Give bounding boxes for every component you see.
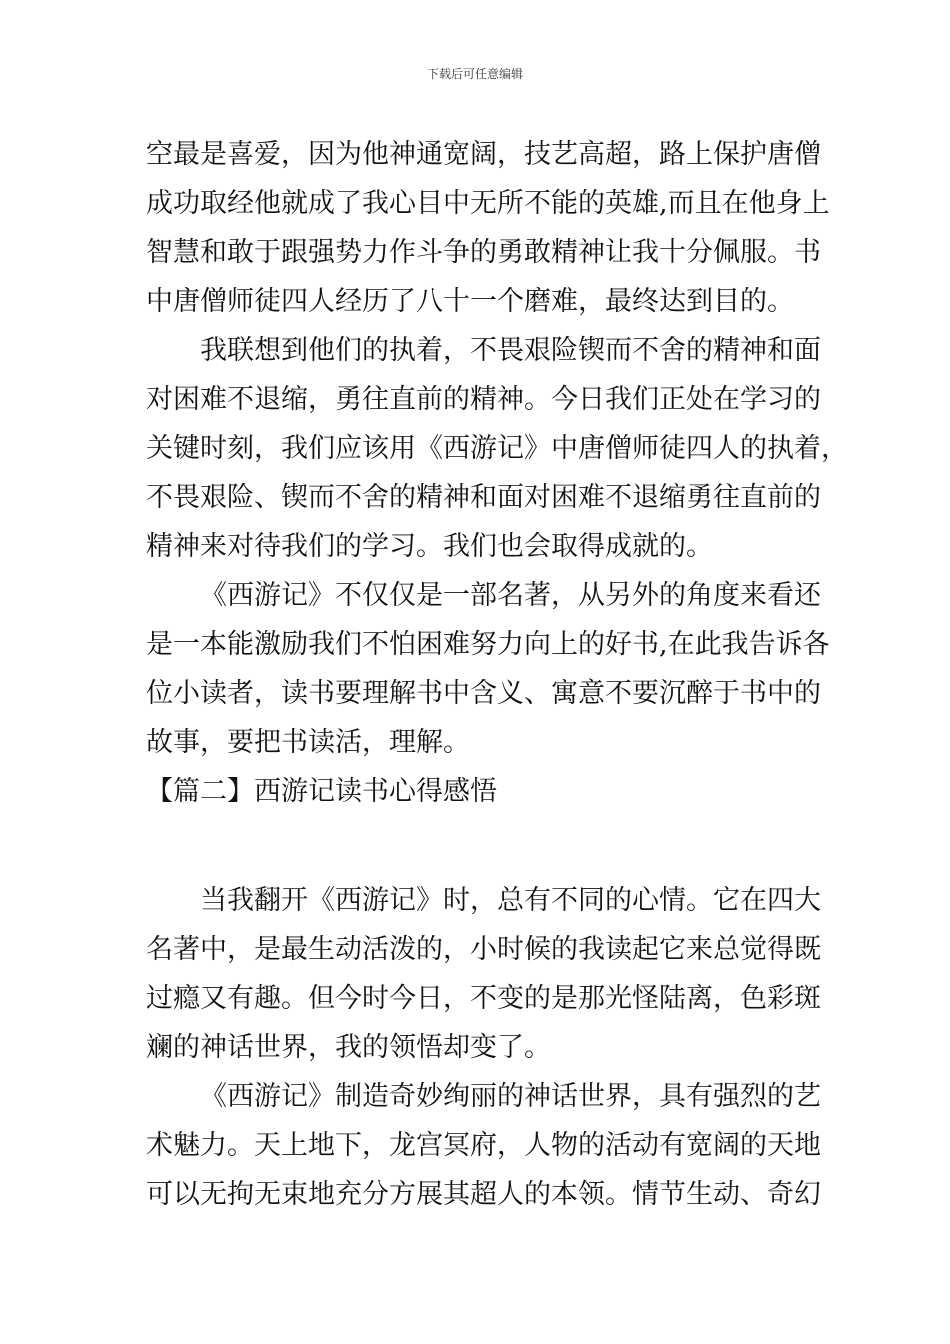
text-line: 《西游记》不仅仅是一部名著，从另外的角度来看还 [200,580,821,611]
document-body [146,130,848,1219]
text-line: 对困难不退缩，勇往直前的精神。今日我们正处在学习的 [146,384,821,415]
text-line: 关键时刻，我们应该用《西游记》中唐僧师徒四人的执着， [146,433,848,464]
paragraph-1 [146,130,830,326]
text-line: 成功取经他就成了我心目中无所不能的英雄,而且在他身上 [146,188,830,219]
page-header: 下载后可任意编辑 [426,67,523,81]
paragraph-5 [146,1072,821,1219]
text-line: 空最是喜爱，因为他神通宽阔，技艺高超，路上保护唐僧 [146,139,821,170]
text-line: 《西游记》制造奇妙绚丽的神话世界，具有强烈的艺 [200,1081,821,1112]
paragraph-3 [146,571,830,767]
text-line: 中唐僧师徒四人经历了八十一个磨难，最终达到目的。 [146,286,794,317]
section-heading: 【篇二】西游记读书心得感悟 [146,776,497,807]
text-line: 精神来对待我们的学习。我们也会取得成就的。 [146,531,713,562]
text-line: 我联想到他们的执着，不畏艰险锲而不舍的精神和面 [200,335,821,366]
text-line: 位小读者，读书要理解书中含义、寓意不要沉醉于书中的 [146,678,821,709]
text-line: 名著中，是最生动活泼的，小时候的我读起它来总觉得既 [146,934,821,965]
section-spacer [146,816,810,876]
text-line: 不畏艰险、锲而不舍的精神和面对困难不退缩勇往直前的 [146,482,821,513]
text-line: 智慧和敢于跟强势力作斗争的勇敢精神让我十分佩服。书 [146,237,821,268]
paragraph-4 [146,876,821,1072]
text-line: 术魅力。天上地下，龙宫冥府，人物的活动有宽阔的天地 [146,1130,821,1161]
text-line: 斓的神话世界，我的领悟却变了。 [146,1032,551,1063]
text-line: 是一本能激励我们不怕困难努力向上的好书,在此我告诉各 [146,629,830,660]
text-line: 可以无拘无束地充分方展其超人的本领。情节生动、奇幻 [146,1179,821,1210]
text-line: 当我翻开《西游记》时，总有不同的心情。它在四大 [200,885,821,916]
text-line: 过瘾又有趣。但今时今日，不变的是那光怪陆离，色彩斑 [146,983,821,1014]
paragraph-2 [146,326,848,571]
text-line: 故事，要把书读活，理解。 [146,727,470,758]
